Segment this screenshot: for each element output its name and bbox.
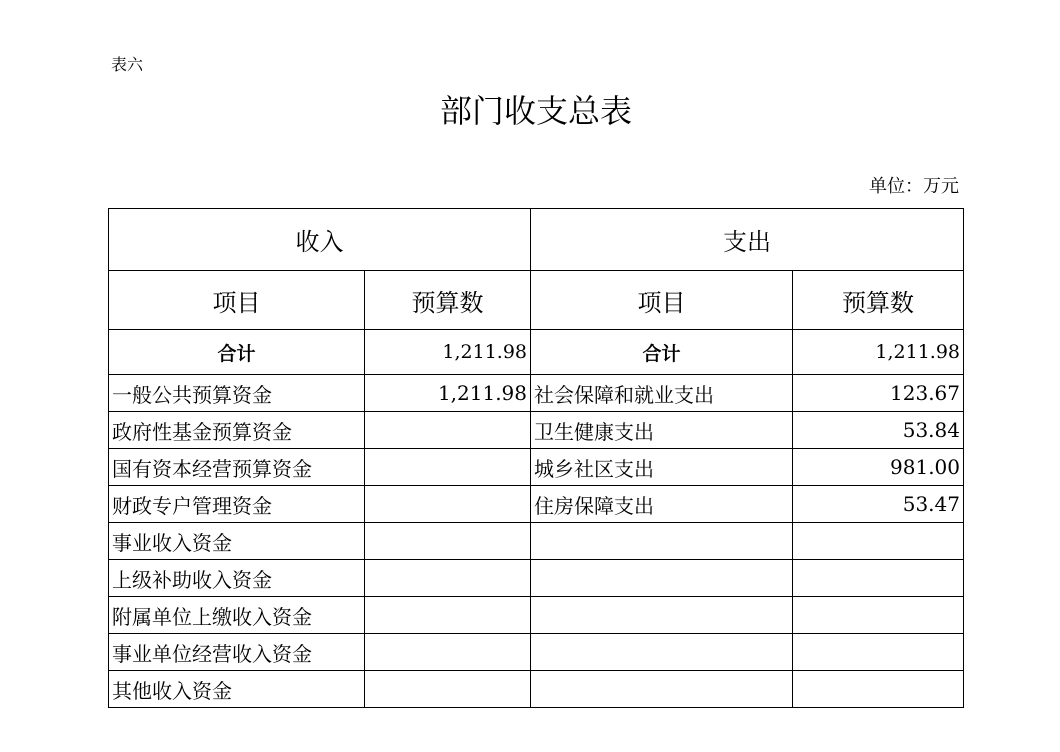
expense-total-label: 合计 (531, 330, 793, 375)
budget-summary-table (108, 208, 964, 708)
income-item: 其他收入资金 (109, 671, 365, 708)
table-row (109, 634, 964, 671)
expense-amount (793, 560, 964, 597)
income-item: 上级补助收入资金 (109, 560, 365, 597)
table-row (109, 412, 964, 449)
expense-section-header: 支出 (531, 209, 964, 271)
income-amount (365, 671, 531, 708)
table-row (109, 375, 964, 412)
expense-item: 社会保障和就业支出 (531, 375, 793, 412)
expense-item: 住房保障支出 (531, 486, 793, 523)
income-item: 国有资本经营预算资金 (109, 449, 365, 486)
column-header-row (109, 271, 964, 330)
expense-amount: 123.67 (793, 375, 964, 412)
table-row (109, 523, 964, 560)
income-amount (365, 560, 531, 597)
income-amount (365, 412, 531, 449)
income-amount (365, 597, 531, 634)
income-total-amount: 1,211.98 (365, 330, 531, 375)
expense-amount: 53.47 (793, 486, 964, 523)
sheet-tag: 表六 (111, 55, 144, 74)
table-row (109, 486, 964, 523)
expense-amount-header: 预算数 (793, 271, 964, 330)
page-title: 部门收支总表 (439, 92, 632, 130)
expense-amount (793, 671, 964, 708)
expense-total-amount: 1,211.98 (793, 330, 964, 375)
expense-item (531, 634, 793, 671)
expense-amount (793, 597, 964, 634)
expense-item: 城乡社区支出 (531, 449, 793, 486)
income-item: 附属单位上缴收入资金 (109, 597, 365, 634)
income-item: 政府性基金预算资金 (109, 412, 365, 449)
income-amount (365, 634, 531, 671)
expense-amount: 53.84 (793, 412, 964, 449)
income-amount (365, 486, 531, 523)
income-amount (365, 449, 531, 486)
expense-item (531, 523, 793, 560)
income-amount (365, 523, 531, 560)
total-row (109, 330, 964, 375)
income-item: 事业单位经营收入资金 (109, 634, 365, 671)
table-row (109, 597, 964, 634)
expense-item (531, 671, 793, 708)
income-item: 一般公共预算资金 (109, 375, 365, 412)
income-item: 事业收入资金 (109, 523, 365, 560)
unit-note: 单位：万元 (869, 176, 959, 197)
section-header-row (109, 209, 964, 271)
income-total-label: 合计 (109, 330, 365, 375)
income-item-header: 项目 (109, 271, 365, 330)
expense-amount (793, 634, 964, 671)
expense-item-header: 项目 (531, 271, 793, 330)
expense-item (531, 597, 793, 634)
income-amount: 1,211.98 (365, 375, 531, 412)
income-item: 财政专户管理资金 (109, 486, 365, 523)
expense-item (531, 560, 793, 597)
income-section-header: 收入 (109, 209, 531, 271)
expense-amount: 981.00 (793, 449, 964, 486)
table-row (109, 671, 964, 708)
expense-item: 卫生健康支出 (531, 412, 793, 449)
expense-amount (793, 523, 964, 560)
table-row (109, 449, 964, 486)
table-row (109, 560, 964, 597)
income-amount-header: 预算数 (365, 271, 531, 330)
